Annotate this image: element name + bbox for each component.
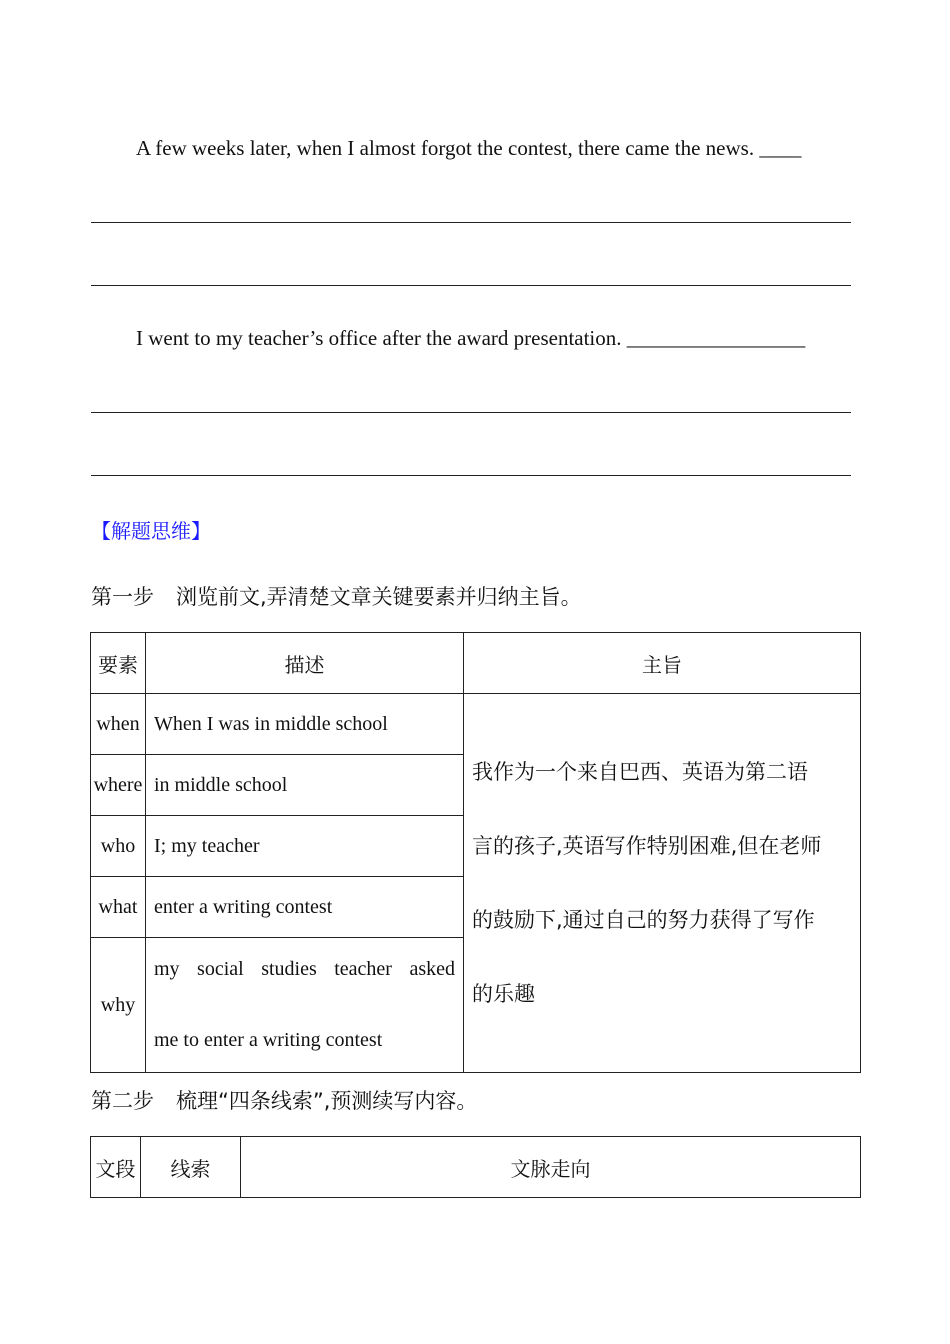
step-1-label: 第一步 <box>91 585 154 609</box>
key-elements-table <box>90 632 861 1073</box>
step-2 <box>91 1085 477 1115</box>
answer-line <box>91 222 851 223</box>
row-value: in middle school <box>146 755 464 816</box>
prompt-2-blank: _________________ <box>626 326 806 350</box>
theme-line: 言的孩子,英语写作特别困难,但在老师 <box>472 834 822 858</box>
header-description: 描述 <box>146 633 464 694</box>
step-2-label: 第二步 <box>91 1089 154 1113</box>
header-clue: 线索 <box>141 1137 241 1198</box>
prompt-2 <box>136 326 805 351</box>
prompt-1-blank: ____ <box>759 136 802 160</box>
table-header-row <box>91 1137 861 1198</box>
row-key: what <box>91 877 146 938</box>
row-key: when <box>91 694 146 755</box>
answer-line <box>91 412 851 413</box>
row-key: who <box>91 816 146 877</box>
clues-table <box>90 1136 861 1198</box>
theme-line: 的鼓励下,通过自己的努力获得了写作 <box>472 908 815 932</box>
theme-line: 的乐趣 <box>472 982 535 1006</box>
table-row <box>91 694 861 755</box>
header-theme: 主旨 <box>464 633 861 694</box>
why-line-2: me to enter a writing contest <box>154 1029 383 1051</box>
row-value <box>146 938 464 1073</box>
section-heading: 【解题思维】 <box>91 519 211 543</box>
header-flow: 文脉走向 <box>241 1137 861 1198</box>
prompt-1-sentence: A few weeks later, when I almost forgot the contest, there came the news. <box>136 136 755 160</box>
theme-cell <box>464 694 861 1073</box>
step-1 <box>91 581 582 611</box>
prompt-1 <box>136 136 801 161</box>
row-value: I; my teacher <box>146 816 464 877</box>
row-key: why <box>91 938 146 1073</box>
theme-line: 我作为一个来自巴西、英语为第二语 <box>472 760 808 784</box>
table-header-row <box>91 633 861 694</box>
row-value: enter a writing contest <box>146 877 464 938</box>
word: teacher <box>334 958 392 980</box>
word: my <box>154 958 180 980</box>
answer-line <box>91 475 851 476</box>
word: social <box>197 958 244 980</box>
prompt-2-sentence: I went to my teacher’s office after the award presentation. <box>136 326 622 350</box>
header-paragraph: 文段 <box>91 1137 141 1198</box>
row-value: When I was in middle school <box>146 694 464 755</box>
answer-line <box>91 285 851 286</box>
step-1-text: 浏览前文,弄清楚文章关键要素并归纳主旨。 <box>176 585 582 609</box>
word: studies <box>261 958 317 980</box>
why-line-1 <box>154 958 455 981</box>
header-element: 要素 <box>91 633 146 694</box>
row-key: where <box>91 755 146 816</box>
step-2-text: 梳理“四条线索”,预测续写内容。 <box>176 1089 478 1113</box>
word: asked <box>409 958 455 980</box>
